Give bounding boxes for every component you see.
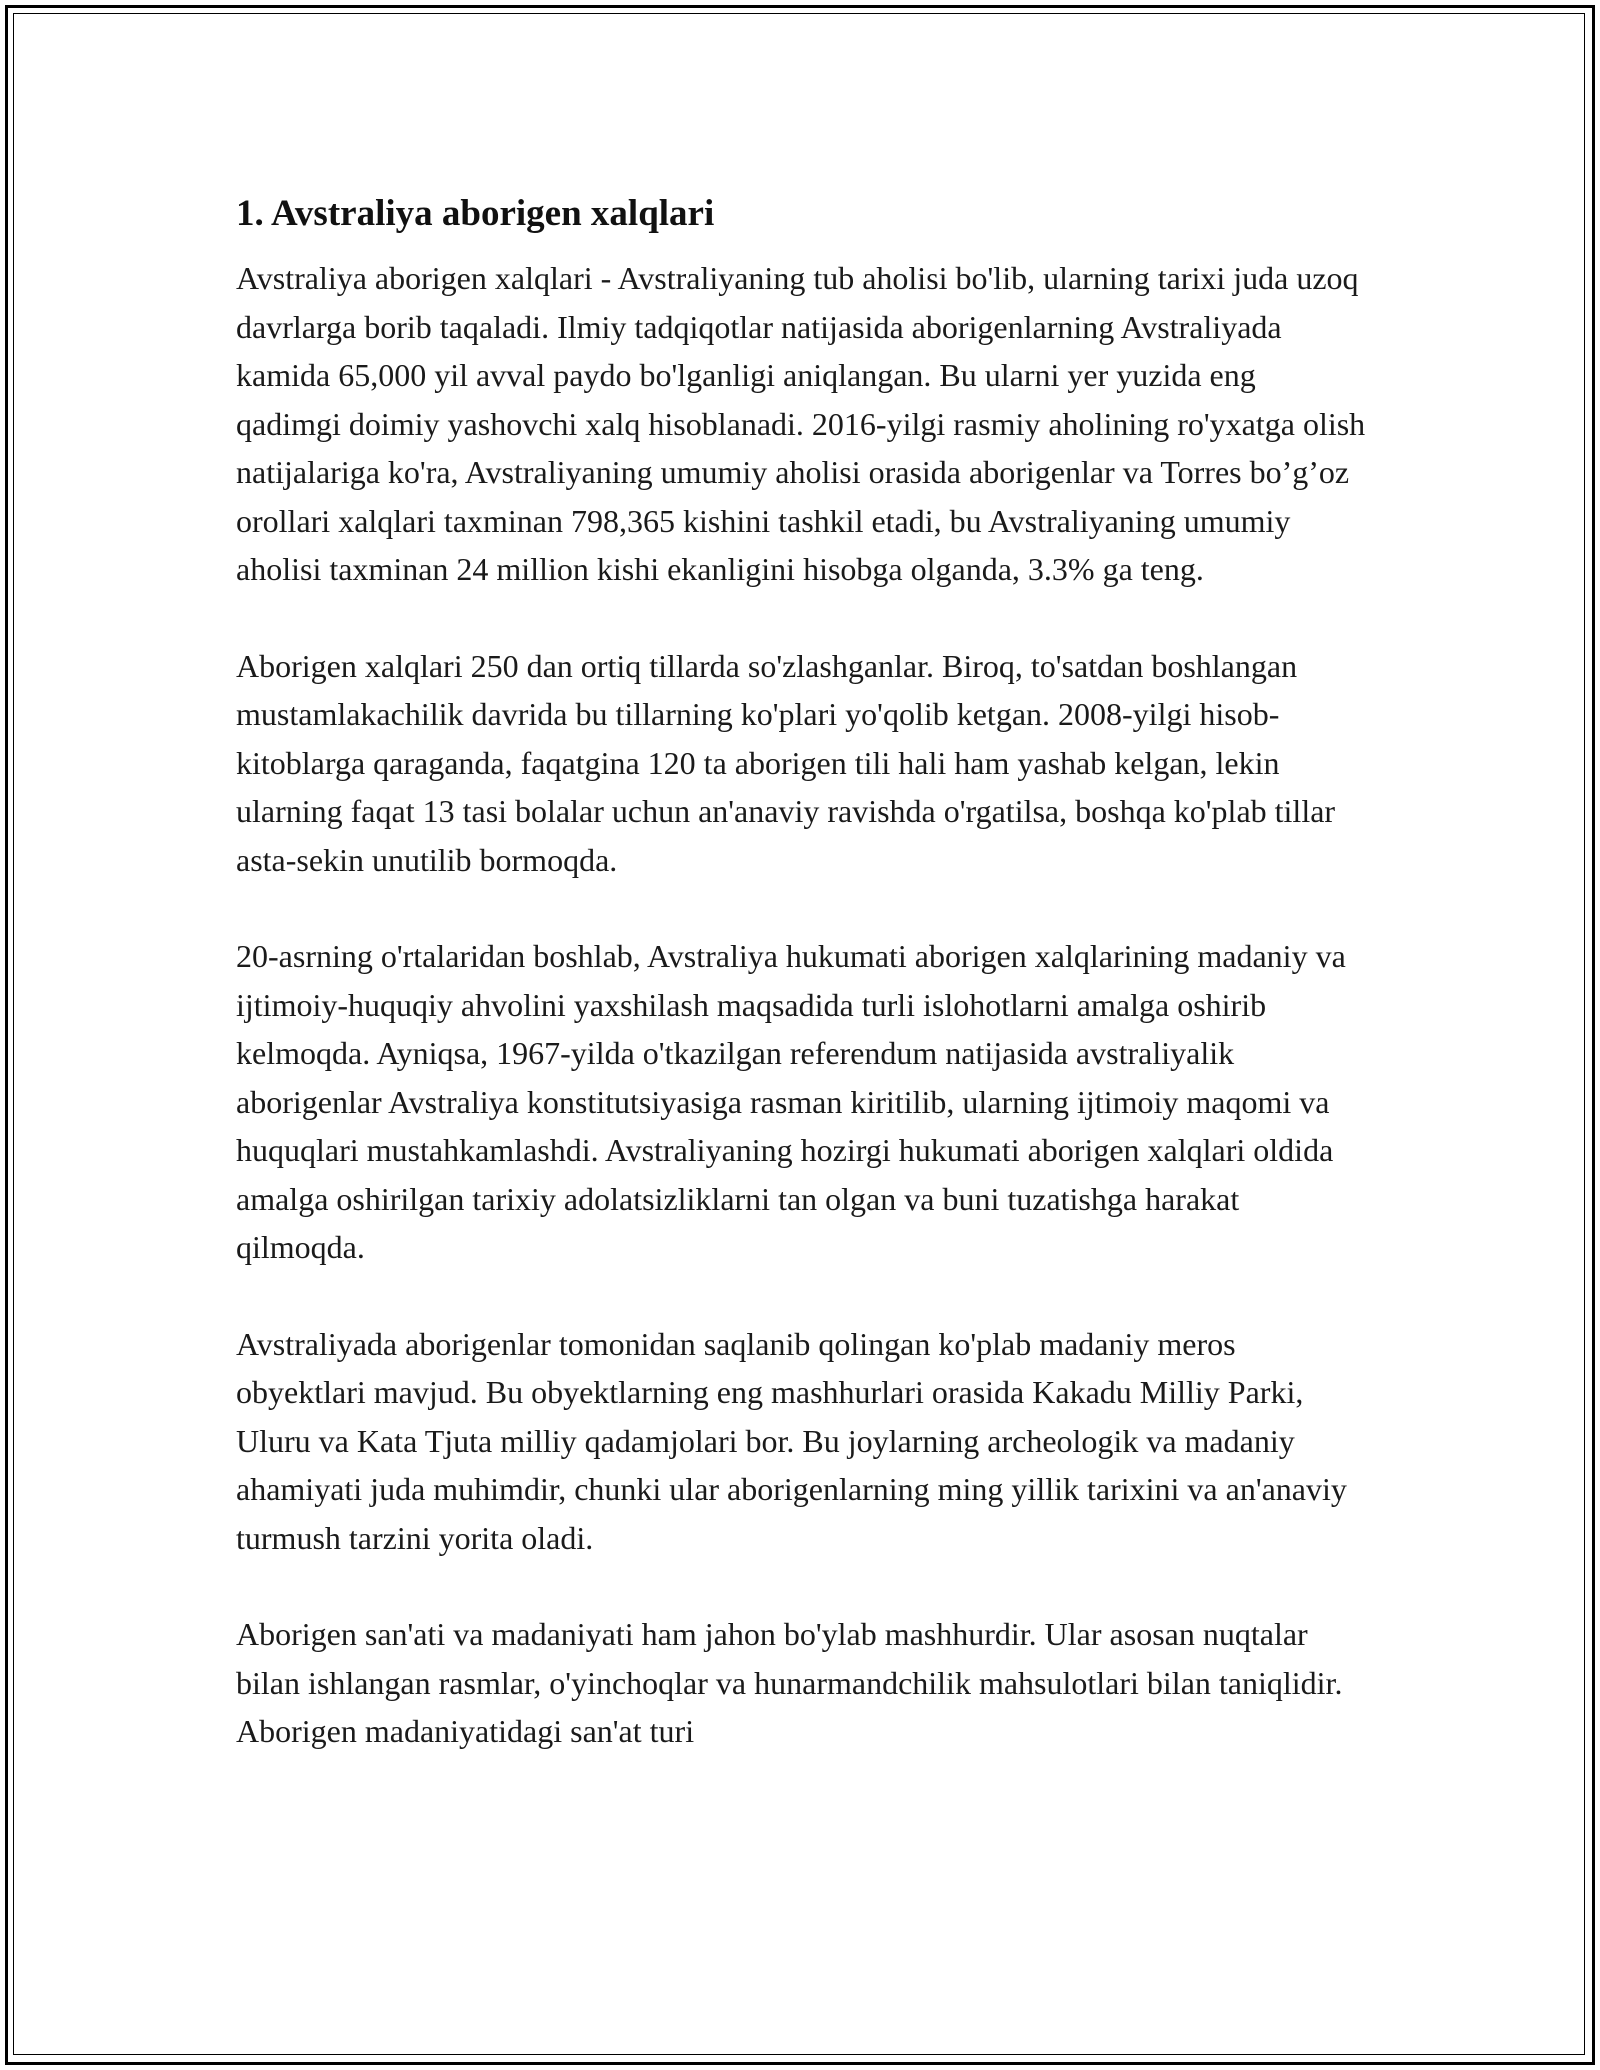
paragraph-1: Avstraliya aborigen xalqlari - Avstraliyaning tub aholisi bo'lib, ularning tarixi juda uzoq davrlarga borib taqaladi. Ilmiy tadqiqotlar natijasida aborigenlarning Avstraliyada kamida 65,000 yil avval paydo bo'lganligi aniqlangan. Bu ularni yer yuzida eng qadimgi doimiy yashovchi xalq hisoblanadi. 2016-yilgi rasmiy aholining ro'yxatga olish natijalariga ko'ra, Avstraliyaning umumiy aholisi orasida aborigenlar va Torres bo’g’oz orollari xalqlari taxminan 798,365 kishini tashkil etadi, bu Avstraliyaning umumiy aholisi taxminan 24 million kishi ekanligini hisobga olganda, 3.3% ga teng.: [236, 260, 1366, 587]
document-body: [236, 186, 1366, 1804]
paragraph-4: Avstraliyada aborigenlar tomonidan saqlanib qolingan ko'plab madaniy meros obyektlari mavjud. Bu obyektlarning eng mashhurlari orasida Kakadu Milliy Parki, Uluru va Kata Tjuta milliy qadamjolari bor. Bu joylarning archeologik va madaniy ahamiyati juda muhimdir, chunki ular aborigenlarning ming yillik tarixini va an'anaviy turmush tarzini yorita oladi.: [236, 1325, 1347, 1556]
section-heading: 1. Avstraliya aborigen xalqlari: [236, 193, 715, 234]
paragraph-5: Aborigen san'ati va madaniyati ham jahon bo'ylab mashhurdir. Ular asosan nuqtalar bilan ishlangan rasmlar, o'yinchoqlar va hunarmandchilik mahsulotlari bilan taniqlidir. Aborigen madaniyatidagi san'at turi: [236, 1616, 1343, 1749]
paragraph-2: Aborigen xalqlari 250 dan ortiq tillarda so'zlashganlar. Biroq, to'satdan boshlangan mustamlakachilik davrida bu tillarning ko'plari yo'qolib ketgan. 2008-yilgi hisob-kitoblarga qaraganda, faqatgina 120 ta aborigen tili hali ham yashab kelgan, lekin ularning faqat 13 tasi bolalar uchun an'anaviy ravishda o'rgatilsa, boshqa ko'plab tillar asta-sekin unutilib bormoqda.: [236, 647, 1336, 878]
paragraph-3: 20-asrning o'rtalaridan boshlab, Avstraliya hukumati aborigen xalqlarining madaniy va ijtimoiy-huquqiy ahvolini yaxshilash maqsadida turli islohotlarni amalga oshirib kelmoqda. Ayniqsa, 1967-yilda o'tkazilgan referendum natijasida avstraliyalik aborigenlar Avstraliya konstitutsiyasiga rasman kiritilib, ularning ijtimoiy maqomi va huquqlari mustahkamlashdi. Avstraliyaning hozirgi hukumati aborigen xalqlari oldida amalga oshirilgan tarixiy adolatsizliklarni tan olgan va buni tuzatishga harakat qilmoqda.: [236, 938, 1346, 1265]
